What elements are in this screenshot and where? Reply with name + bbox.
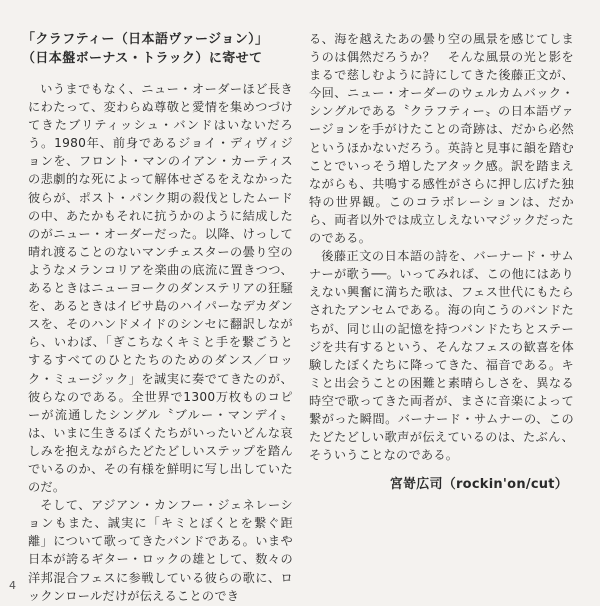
left-column <box>22 30 293 605</box>
right-column <box>309 30 574 494</box>
paragraph-2-start: そして、アジアン・カンフー・ジェネレーションもまた、誠実に「キミとぼくとを繋ぐ距離」について歌ってきたバンドである。いまや日本が誇るギター・ロックの雄として、数々の洋邦混合フェスに参戦している彼らの歌に、ロックンロールだけが伝えることのでき <box>28 498 293 603</box>
paragraph-3: 後藤正文の日本語の詩を、バーナード・サムナーが歌う──。いってみれば、この他にはありえない興奮に満ちた歌は、フェス世代にもたらされたアンセムである。海の向こうのバンドたちが、同じ山の記憶を持つバンドたちとステージを共有するという、そんなフェスの歓喜を体験したぼくたちに降ってきた、福音である。キミと出会うことの困難と素晴らしさを、異なる時空で歌ってきた両者が、まさに音楽によって繋がった瞬間。バーナード・サムナーの、このたどたどしい歌声が伝えているのは、たぶん、そういうことなのである。 <box>309 249 574 463</box>
paragraph-2-continued: る、海を越えたあの曇り空の風景を感じてしまうのは偶然だろうか？ そんな風景の光と影をまるで慈しむように詩にしてきた後藤正文が、今回、ニュー・オーダーのウェルカムバック・シングルである〝クラフティー〟の日本語ヴァージョンを手がけたことの奇跡は、だから必然というほかないだろう。英詩と見事に韻を踏むことでいっそう増したアタック感。訳を踏まえながらも、共鳴する感性がさらに押し広げた独特の世界観。このコラボレーションは、だから、両者以外では成立しえないマジックだったのである。 <box>309 32 574 246</box>
paragraph-1: いうまでもなく、ニュー・オーダーほど長きにわたって、変わらぬ尊敬と愛情を集めつづけてきたブリティッシュ・バンドはいないだろう。1980年、前身であるジョイ・ディヴィジョンを、フロント・マンのイアン・カーティスの悲劇的な死によって解体せざるをえなかった彼らが、ポスト・パンク期の殺伐としたムードの中、あたかもそれに抗うかのように結成したのがニュー・オーダーだった。以降、けっして晴れ渡ることのないマンチェスターの曇り空のようなメランコリアを楽曲の底流に置きつつ、あるときはニューヨークのダンステリアの狂騒を、あるときはイビサ島のハイパーなデカダンスを、そのハンドメイドのシンセに翻訳しながら、いわば、「ぎこちなくキミと手を繋ごうとするすべてのひとたちのためのダンス／ロック・ミュージック」を誠実に奏でてきたのが、彼らなのである。全世界で1300万枚ものコピーが流通したシングル〝ブルー・マンデイ〟は、いまに生きるぼくたちがいったいどんな哀しみを抱えながらたどたどしいステップを踏んでいるのか、その有様を鮮明に写し出していたのだ。 <box>28 82 293 495</box>
author-byline: 宮嵜広司（rockin'on/cut） <box>389 477 568 493</box>
page-number: 4 <box>9 579 16 592</box>
title-line-2: （日本盤ボーナス・トラック）に寄せて <box>22 51 263 66</box>
title-line-1: 「クラフティー（日本語ヴァージョン）」 <box>22 32 269 47</box>
article-title <box>22 30 293 68</box>
